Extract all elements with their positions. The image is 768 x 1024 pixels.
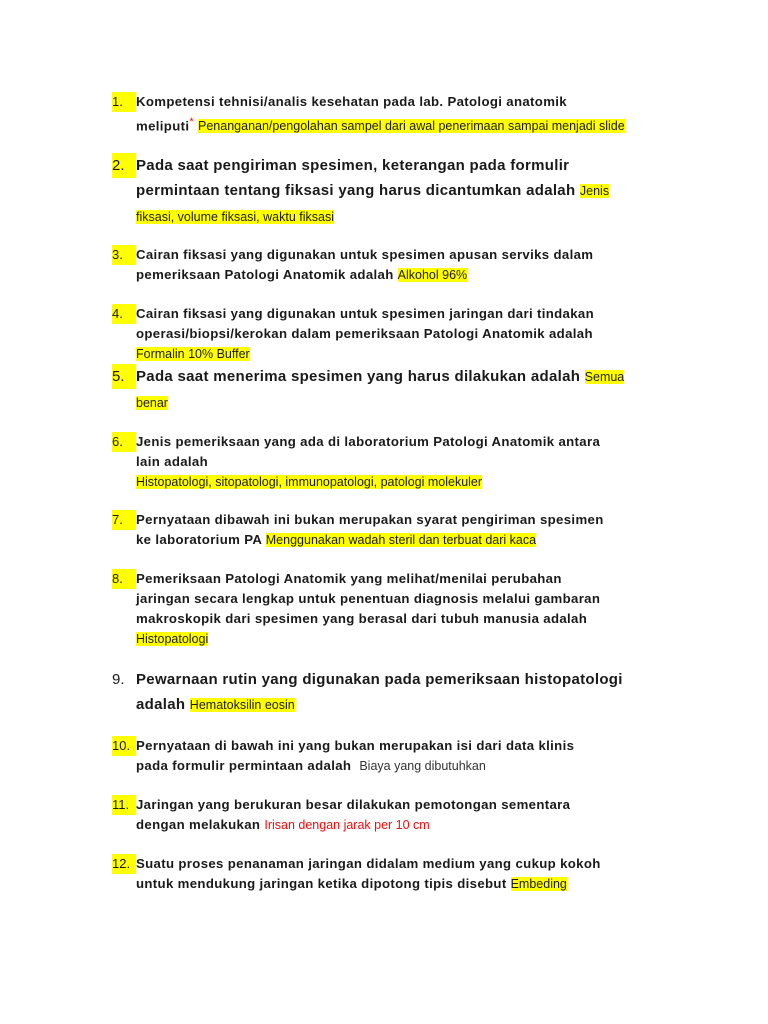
question-3 [112,245,680,285]
question-9 [112,667,680,718]
question-text: Pewarnaan rutin yang digunakan pada pemeriksaan histopatologi [136,671,623,688]
answer-highlight: Embeding [510,877,567,891]
question-text: Jaringan yang berukuran besar dilakukan pemotongan sementara [136,797,571,812]
question-12 [112,854,680,894]
question-text: ke laboratorium PA [136,532,262,547]
answer-text: Biaya yang dibutuhkan [359,759,486,773]
question-text: Pada saat pengiriman spesimen, keterangan pada formulir [136,157,570,174]
question-number: 4. [112,304,136,324]
question-text: Pemeriksaan Patologi Anatomik yang melihat/menilai perubahan [136,571,562,586]
question-text: Pernyataan dibawah ini bukan merupakan syarat pengiriman spesimen [136,512,604,527]
answer-highlight: Penanganan/pengolahan sampel dari awal penerimaan sampai menjadi slide [198,119,625,134]
answer-highlight: Histopatologi, sitopatologi, immunopatologi, patologi molekuler [136,475,483,489]
question-number: 12. [112,854,136,874]
answer-highlight: benar [136,396,168,410]
answer-highlight: Menggunakan wadah steril dan terbuat dari kaca [265,533,537,547]
answer-highlight: Histopatologi [136,632,209,646]
answer-highlight: Jenis [579,184,610,198]
question-6 [112,432,680,492]
question-number: 1. [112,92,136,112]
answer-highlight: Hematoksilin eosin [189,698,295,712]
answer-highlight: Semua [584,370,625,384]
question-text: adalah [136,696,186,713]
question-8 [112,569,680,649]
question-number: 9. [112,671,125,688]
question-text: lain adalah [136,454,209,469]
question-number: 11. [112,795,136,815]
question-text: Kompetensi tehnisi/analis kesehatan pada lab. Patologi anatomik [136,94,567,109]
answer-text-red: Irisan dengan jarak per 10 cm [264,818,430,832]
question-4 [112,304,680,364]
question-text: operasi/biopsi/kerokan dalam pemeriksaan Patologi Anatomik adalah [136,326,593,341]
question-number: 5. [112,364,136,389]
question-5 [112,364,680,416]
question-text: Pada saat menerima spesimen yang harus dilakukan adalah [136,368,581,385]
question-text: Cairan fiksasi yang digunakan untuk spesimen jaringan dari tindakan [136,306,595,321]
answer-highlight: fiksasi, volume fiksasi, waktu fiksasi [136,210,334,224]
question-number: 10. [112,736,136,756]
question-text: Cairan fiksasi yang digunakan untuk spesimen apusan serviks dalam [136,247,594,262]
question-text: makroskopik dari spesimen yang berasal dari tubuh manusia adalah [136,611,588,626]
question-10 [112,736,680,776]
question-7 [112,510,680,550]
question-number: 6. [112,432,136,452]
question-text: untuk mendukung jaringan ketika dipotong tipis disebut [136,876,507,891]
question-text: pemeriksaan Patologi Anatomik adalah [136,267,394,282]
question-text: permintaan tentang fiksasi yang harus dicantumkan adalah [136,182,576,199]
question-text: meliputi [136,118,190,134]
question-text: Jenis pemeriksaan yang ada di laboratorium Patologi Anatomik antara [136,434,601,449]
question-text: Pernyataan di bawah ini yang bukan merupakan isi dari data klinis [136,738,575,753]
question-11 [112,795,680,835]
question-number: 2. [112,153,136,178]
required-asterisk: * [189,116,194,128]
answer-highlight: Alkohol 96% [397,268,468,282]
question-number: 7. [112,510,136,530]
question-text: pada formulir permintaan adalah [136,758,352,773]
question-number: 8. [112,569,136,589]
question-2 [112,153,680,230]
answer-highlight: Formalin 10% Buffer [136,347,250,361]
question-text: jaringan secara lengkap untuk penentuan diagnosis melalui gambaran [136,591,601,606]
question-1 [112,92,680,136]
question-text: Suatu proses penanaman jaringan didalam medium yang cukup kokoh [136,856,601,871]
question-number: 3. [112,245,136,265]
question-text: dengan melakukan [136,817,261,832]
